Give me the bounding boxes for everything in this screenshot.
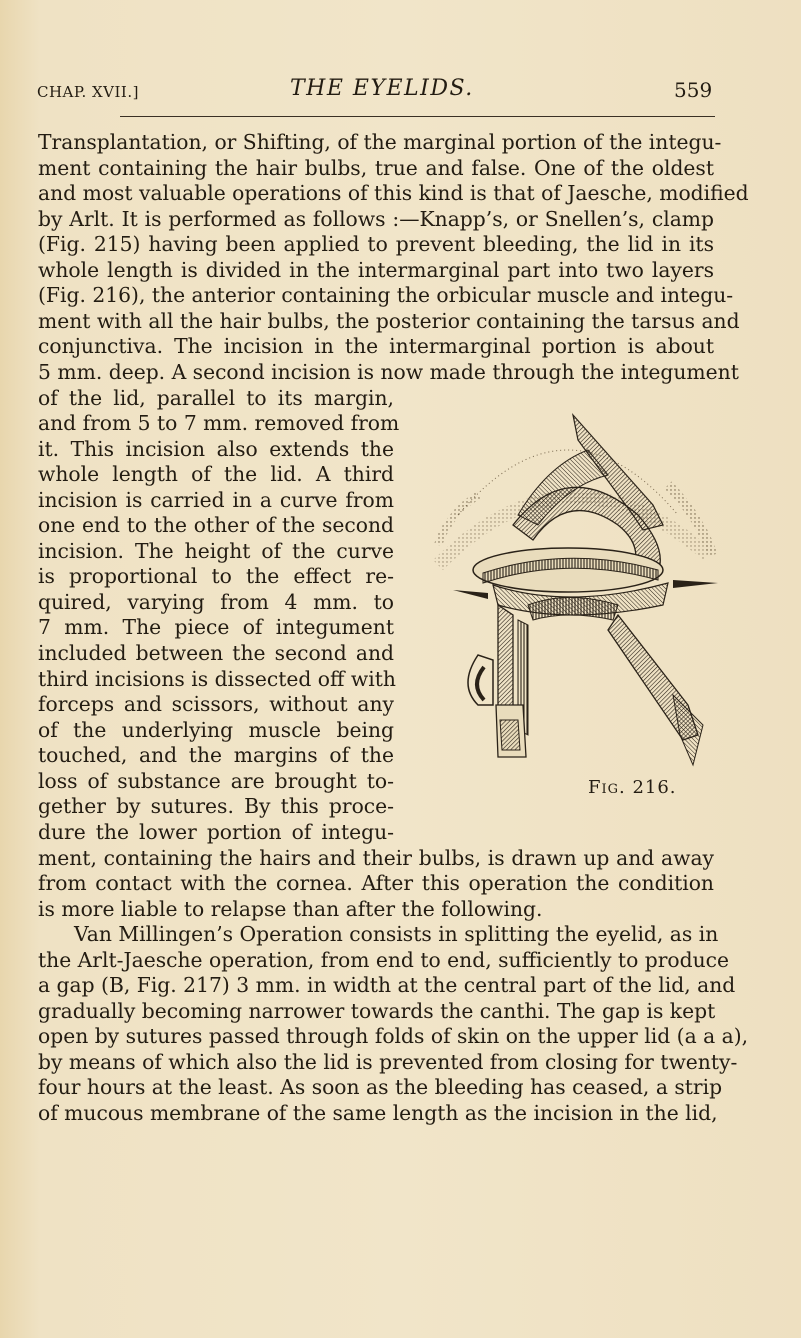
running-header (0, 0, 801, 100)
text-line: 7 mm. The piece of integument (38, 615, 394, 640)
text-line: whole length is divided in the intermarginal part into two layers (38, 257, 714, 282)
text-line: of the lid, parallel to its margin, (38, 385, 394, 410)
text-line: dure the lower portion of integu- (38, 819, 394, 844)
text-line: (Fig. 216), the anterior containing the orbicular muscle and integu- (38, 283, 734, 308)
text-line: whole length of the lid. A third (38, 462, 394, 487)
text-line: is proportional to the effect re- (38, 564, 394, 589)
text-line: touched, and the margins of the (38, 743, 394, 768)
text-line: included between the second and (38, 640, 394, 665)
figure-216-illustration (418, 405, 718, 785)
paragraph-transplantation-end (38, 846, 714, 923)
text-line: third incisions is dissected off with (38, 666, 396, 691)
text-line: Van Millingen’s Operation consists in splitting the eyelid, as in (74, 922, 719, 946)
chapter-label: CHAP. XVII.] (37, 83, 139, 101)
text-line: open by sutures passed through folds of skin on the upper lid (a a a), (38, 1024, 749, 1049)
text-line: one end to the other of the second (38, 513, 394, 538)
text-line: and from 5 to 7 mm. removed from (38, 411, 400, 436)
text-line: gether by sutures. By this proce- (38, 794, 394, 819)
text-line: is more liable to relapse than after the following. (38, 896, 543, 921)
text-line: of mucous membrane of the same length as the incision in the lid, (38, 1100, 718, 1125)
text-line: incision is carried in a curve from (38, 487, 394, 512)
text-line: and most valuable operations of this kind is that of Jaesche, modified (38, 181, 749, 206)
text-line: by means of which also the lid is prevented from closing for twenty- (38, 1049, 738, 1074)
text-line: ment, containing the hairs and their bulbs, is drawn up and away (38, 845, 714, 870)
text-line: it. This incision also extends the (38, 436, 394, 461)
paragraph-transplantation (38, 130, 749, 385)
text-line: ment containing the hair bulbs, true and false. One of the oldest (38, 155, 714, 180)
text-line: gradually becoming narrower towards the canthi. The gap is kept (38, 998, 716, 1023)
text-line: four hours at the least. As soon as the bleeding has ceased, a strip (38, 1075, 723, 1100)
text-line: a gap (B, Fig. 217) 3 mm. in width at the central part of the lid, and (38, 973, 736, 998)
eyelid-clamp-engraving (418, 405, 718, 785)
header-rule (120, 116, 715, 117)
text-line: by Arlt. It is performed as follows :—Knapp’s, or Snellen’s, clamp (38, 206, 714, 231)
page-number: 559 (674, 78, 713, 102)
text-line: of the underlying muscle being (38, 717, 394, 742)
running-title: THE EYELIDS. (290, 76, 474, 101)
paragraph-van-millingen (38, 922, 749, 1126)
text-line: loss of substance are brought to- (38, 768, 394, 793)
figure-caption: Fig. 216. (588, 777, 677, 798)
paragraph-wrapped-column (38, 385, 400, 846)
text-line: the Arlt-Jaesche operation, from end to end, sufficiently to produce (38, 947, 730, 972)
text-line: 5 mm. deep. A second incision is now made through the integument (38, 359, 739, 384)
text-line: incision. The height of the curve (38, 538, 394, 563)
text-line: ment with all the hair bulbs, the posterior containing the tarsus and (38, 308, 740, 333)
text-line: Transplantation, or Shifting, of the marginal portion of the integu- (38, 130, 722, 154)
text-line: conjunctiva. The incision in the intermarginal portion is about (38, 334, 714, 359)
text-line: quired, varying from 4 mm. to (38, 589, 394, 614)
text-line: (Fig. 215) having been applied to prevent bleeding, the lid in its (38, 232, 714, 257)
text-line: from contact with the cornea. After this operation the condition (38, 871, 714, 896)
text-line: forceps and scissors, without any (38, 692, 394, 717)
